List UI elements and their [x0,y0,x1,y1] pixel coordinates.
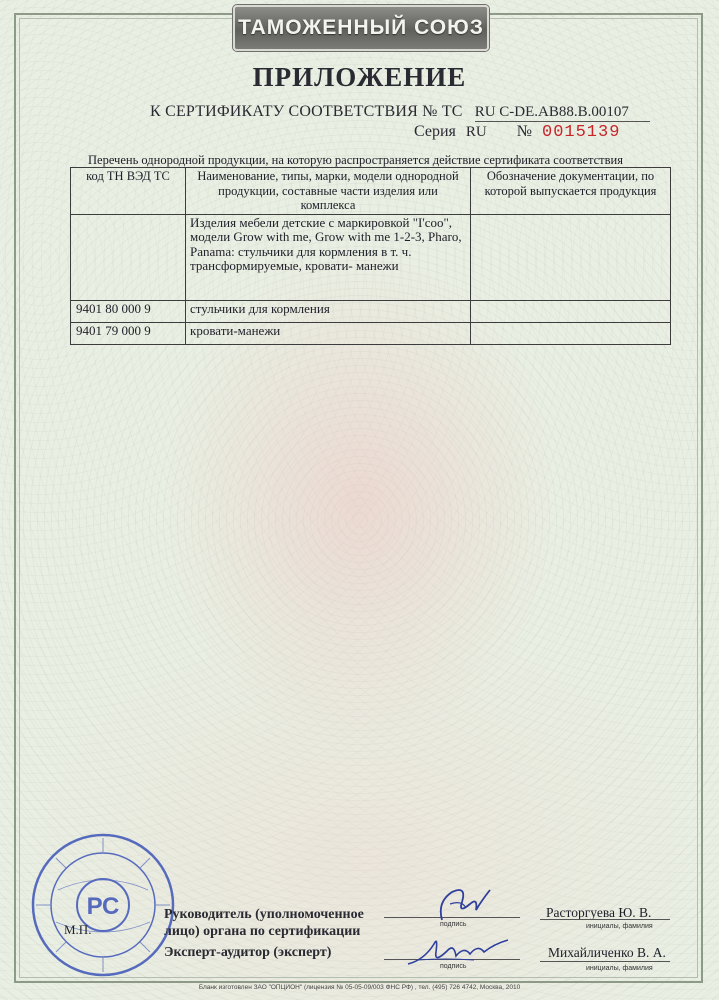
cell-doc [471,300,671,322]
series-line [414,123,620,142]
customs-union-banner [233,5,489,51]
head-role-line1: Руководитель (уполномоченное [164,907,364,922]
cell-name: кровати-манежи [186,322,471,344]
head-name-caption: инициалы, фамилия [586,923,653,930]
expert-name-caption: инициалы, фамилия [586,965,653,972]
table-row [71,300,671,322]
cell-doc [471,214,671,300]
certificate-label: К СЕРТИФИКАТУ СООТВЕТСТВИЯ № ТС [150,103,463,120]
svg-text:РС: РС [86,893,120,920]
expert-name: Михайличенко В. А. [548,945,666,960]
banner-text: ТАМОЖЕННЫЙ СОЮЗ [238,16,484,39]
table-row [71,214,671,300]
cell-doc [471,322,671,344]
column-header-code: код ТН ВЭД ТС [71,168,186,215]
cell-name: Изделия мебели детские с маркировкой "I'coo", модели Grow with me, Grow with me 1-2-3, Pharo, Panama: стульчики для кормления в т. ч. трансформируемые, кровати- манежи [186,214,471,300]
cell-code: 9401 79 000 9 [71,322,186,344]
number-label: № [516,123,532,140]
column-header-name: Наименование, типы, марки, модели однородной продукции, составные части изделия или комплекса [186,168,471,215]
certification-seal [28,830,178,980]
cell-code [71,214,186,300]
cell-name: стульчики для кормления [186,300,471,322]
document-title: ПРИЛОЖЕНИЕ [252,62,467,92]
products-table [70,167,671,345]
head-role-line2: лицо) органа по сертификации [164,924,361,939]
form-printer-footer: Бланк изготовлен ЗАО "ОПЦИОН" (лицензия № 05-05-09/003 ФНС РФ) , тел. (495) 726 4742, Москва, 2010 [198,984,521,991]
cell-code: 9401 80 000 9 [71,300,186,322]
table-row [71,322,671,344]
expert-role: Эксперт-аудитор (эксперт) [164,945,332,960]
column-header-doc: Обозначение документации, по которой выпускается продукция [471,168,671,215]
head-name: Расторгуева Ю. В. [546,905,652,920]
table-header-row [71,168,671,215]
table-caption: Перечень однородной продукции, на которую распространяется действие сертификата соответствия [88,153,623,167]
blank-serial-number: 0015139 [542,123,621,142]
series-label: Серия [414,123,456,140]
expert-signature-caption: подпись [440,963,467,970]
head-signature-caption: подпись [440,921,467,928]
series-value: RU [465,124,487,140]
certificate-number: RU C-DE.AB88.B.00107 [475,104,650,122]
certificate-reference [150,103,650,122]
seal-place-label: М.П. [64,922,92,937]
